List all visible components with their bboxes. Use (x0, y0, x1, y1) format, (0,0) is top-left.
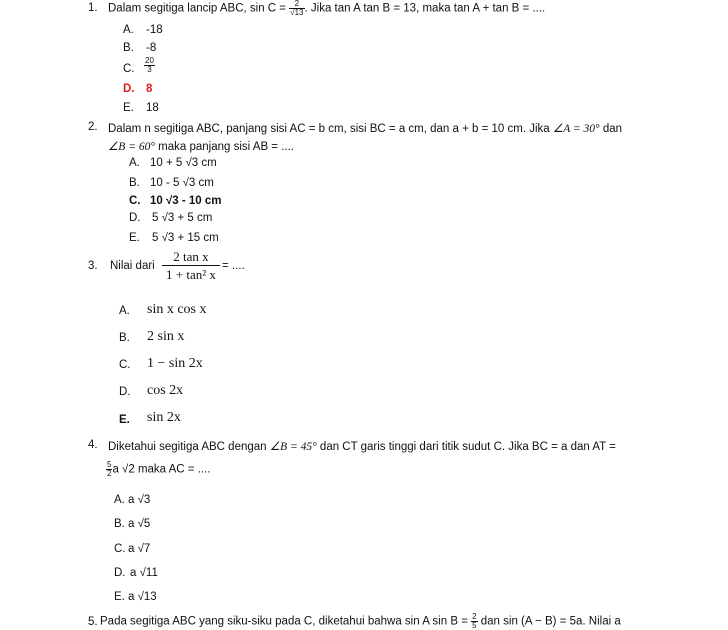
q2-line1-suffix: dan (602, 123, 623, 135)
q2-option-e-text: 5 √3 + 15 cm (152, 232, 219, 244)
q2-line1 (108, 121, 622, 135)
q1-option-d-letter: D. (123, 83, 135, 95)
q1-sinc-fraction (289, 0, 304, 17)
q4-line2 (106, 461, 211, 478)
q2-option-c-text: 10 √3 - 10 cm (150, 195, 222, 207)
q4-option-c-text: a √7 (128, 543, 151, 555)
q2-line1-prefix: Dalam n segitiga ABC, panjang sisi AC = b cm, sisi BC = a cm, dan a + b = 10 cm. Jika (108, 123, 550, 135)
q4-option-e-text: a √13 (128, 591, 157, 603)
q2-option-e-letter: E. (129, 232, 140, 244)
q3-option-a-letter: A. (119, 305, 130, 317)
q3-expression-den: 1 + tan² x (166, 267, 216, 282)
q1-option-c-fraction (144, 57, 155, 74)
q4-line1-suffix: dan CT garis tinggi dari titik sudut C. Jika BC = a dan AT = (319, 441, 616, 453)
q1-number: 1. (88, 2, 98, 14)
q1-sinc-den: √13 (290, 8, 304, 17)
q2-option-c-letter: C. (129, 195, 141, 207)
q4-angle-b: ∠B = 45° (269, 441, 317, 453)
q4-option-a-letter: A. (114, 494, 125, 506)
q3-stem-suffix: = .... (222, 260, 245, 272)
q1-option-b-letter: B. (123, 42, 134, 54)
q1-option-e-text: 18 (146, 102, 159, 114)
q1-option-c-num: 20 (145, 56, 154, 65)
q4-option-a-text: a √3 (128, 494, 151, 506)
q1-stem-suffix: . Jika tan A tan B = 13, maka tan A + tan B = .... (304, 2, 546, 15)
q1-option-d-text: 8 (146, 83, 153, 95)
q5-frac-den: 5 (472, 621, 477, 630)
q2-number: 2. (88, 121, 98, 133)
q2-option-b-letter: B. (129, 177, 140, 189)
q1-option-c-letter: C. (123, 63, 135, 75)
q1-option-b-text: -8 (146, 42, 157, 54)
q1-stem-prefix: Dalam segitiga lancip ABC, sin C = (108, 2, 287, 15)
q1-stem (108, 0, 545, 17)
q2-option-b-text: 10 - 5 √3 cm (150, 177, 214, 189)
q3-option-b-letter: B. (119, 332, 130, 344)
q3-option-c-text: 1 − sin 2x (147, 356, 203, 371)
q3-option-c-letter: C. (119, 359, 131, 371)
q4-option-b-letter: B. (114, 518, 125, 530)
q4-line1-prefix: Diketahui segitiga ABC dengan (108, 441, 267, 453)
q2-line2-suffix: maka panjang sisi AB = .... (158, 141, 294, 153)
q3-expression-fraction (162, 250, 220, 281)
q5-stem-prefix: Pada segitiga ABC yang siku-siku pada C, diketahui bahwa sin A sin B = (100, 615, 468, 628)
q2-option-a-text: 10 + 5 √3 cm (150, 157, 217, 169)
q4-option-e-letter: E. (114, 591, 125, 603)
q3-number: 3. (88, 260, 98, 272)
q1-option-e-letter: E. (123, 102, 134, 114)
q1-option-a-letter: A. (123, 24, 134, 36)
q5-fraction (471, 613, 477, 630)
q2-option-a-letter: A. (129, 157, 140, 169)
q4-option-c-letter: C. (114, 543, 126, 555)
q3-option-d-letter: D. (119, 386, 131, 398)
q4-at-den: 2 (107, 469, 112, 478)
q4-at-num: 5 (107, 460, 112, 469)
q4-option-d-letter: D. (114, 567, 126, 579)
q2-angle-b: ∠B = 60° (108, 141, 155, 153)
q3-option-e-letter: E. (119, 414, 130, 426)
q3-option-e-text: sin 2x (147, 410, 181, 425)
q1-option-a-text: -18 (146, 24, 163, 36)
q2-line2 (108, 139, 294, 153)
q1-option-c-den: 3 (147, 65, 152, 74)
q3-option-d-text: cos 2x (147, 383, 184, 398)
q4-option-b-text: a √5 (128, 518, 151, 530)
q3-option-b-text: 2 sin x (147, 329, 185, 344)
q1-sinc-num: 2 (289, 0, 304, 9)
q3-expression-num: 2 tan x (162, 250, 220, 266)
q5-stem (100, 613, 621, 630)
q5-frac-num: 2 (472, 612, 477, 621)
q3-stem-prefix: Nilai dari (110, 260, 155, 272)
q5-stem-suffix: dan sin (A − B) = 5a. Nilai a (480, 615, 621, 628)
q4-line2-suffix: a √2 maka AC = .... (112, 463, 211, 476)
q4-number: 4. (88, 439, 98, 451)
q2-option-d-text: 5 √3 + 5 cm (152, 212, 213, 224)
q5-number: 5. (88, 616, 98, 628)
q3-option-a-text: sin x cos x (147, 302, 207, 317)
q2-option-d-letter: D. (129, 212, 141, 224)
q2-angle-a: ∠A = 30° (552, 123, 600, 135)
q4-option-d-text: a √11 (130, 567, 158, 579)
q4-line1 (108, 439, 616, 453)
